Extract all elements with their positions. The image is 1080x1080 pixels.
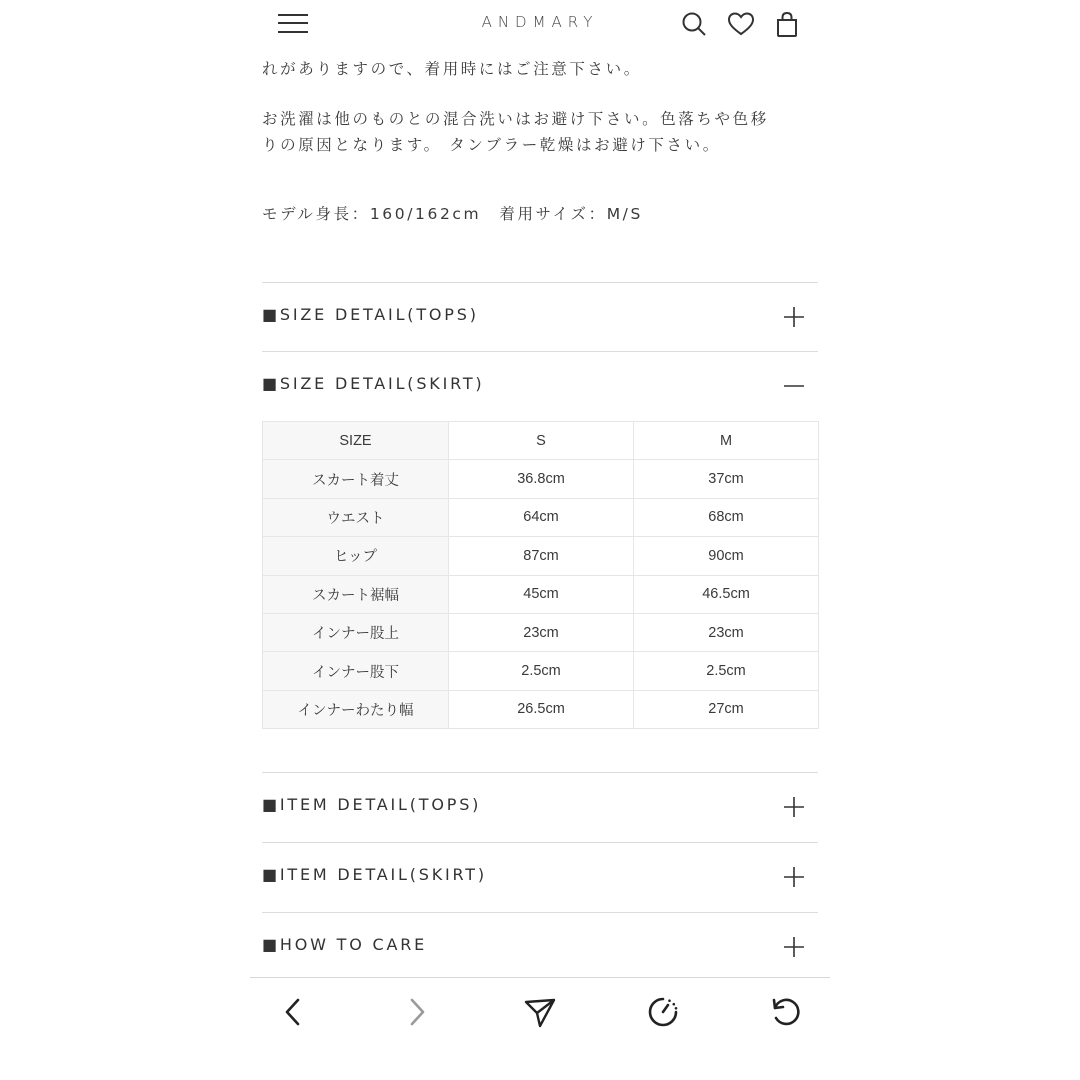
row-label: インナーわたり幅 (263, 690, 449, 728)
accordion-title: ■ITEM DETAIL(TOPS) (262, 795, 482, 814)
row-label: インナー股上 (263, 613, 449, 651)
reload-icon[interactable] (768, 994, 804, 1030)
washing-note-text: お洗濯は他のものとの混合洗いはお避け下さい。色落ちや色移 りの原因となります。 タンブラー乾燥はお避け下さい。 (262, 110, 769, 154)
care-note-text: れがありますので、着用時にはご注意下さい。 (262, 60, 642, 78)
plus-icon[interactable] (782, 935, 806, 959)
table-cell: 45cm (449, 575, 634, 613)
plus-icon[interactable] (782, 795, 806, 819)
table-cell: 23cm (449, 613, 634, 651)
browser-toolbar (250, 977, 830, 1080)
row-label: インナー股下 (263, 652, 449, 690)
site-header (250, 0, 830, 50)
table-header-cell: S (449, 422, 634, 460)
accordion-item-detail-tops[interactable] (262, 772, 818, 842)
accordion-item-detail-skirt[interactable] (262, 842, 818, 912)
timer-icon[interactable] (645, 994, 681, 1030)
share-icon[interactable] (522, 994, 558, 1030)
forward-icon[interactable] (399, 994, 435, 1030)
accordion-title: ■SIZE DETAIL(TOPS) (262, 305, 479, 324)
table-row (263, 460, 819, 498)
row-label: スカート着丈 (263, 460, 449, 498)
table-cell: 46.5cm (634, 575, 819, 613)
table-row (263, 537, 819, 575)
row-label: ウエスト (263, 498, 449, 536)
site-logo[interactable]: ANDMARY (481, 13, 599, 31)
table-header-cell: SIZE (263, 422, 449, 460)
table-header-cell: M (634, 422, 819, 460)
model-info-text: モデル身長：160/162cm 着用サイズ：M/S (262, 205, 643, 223)
table-row (263, 652, 819, 690)
table-row (263, 690, 819, 728)
table-cell: 2.5cm (449, 652, 634, 690)
table-header-row (263, 422, 819, 460)
minus-icon[interactable] (782, 374, 806, 398)
accordion-size-detail-tops[interactable] (262, 282, 818, 352)
size-table (262, 421, 819, 729)
table-cell: 27cm (634, 690, 819, 728)
row-label: ヒップ (263, 537, 449, 575)
table-cell: 87cm (449, 537, 634, 575)
accordion-title: ■ITEM DETAIL(SKIRT) (262, 865, 487, 884)
table-cell: 68cm (634, 498, 819, 536)
plus-icon[interactable] (782, 305, 806, 329)
table-cell: 64cm (449, 498, 634, 536)
accordion-title: ■SIZE DETAIL(SKIRT) (262, 374, 485, 393)
bag-icon[interactable] (773, 10, 801, 38)
row-label: スカート裾幅 (263, 575, 449, 613)
accordion-how-to-care[interactable] (262, 912, 818, 982)
table-cell: 36.8cm (449, 460, 634, 498)
table-row (263, 613, 819, 651)
browser-screen (250, 0, 830, 1080)
search-icon[interactable] (680, 10, 708, 38)
table-row (263, 575, 819, 613)
table-row (263, 498, 819, 536)
accordion-size-detail-skirt[interactable] (262, 351, 818, 421)
table-cell: 23cm (634, 613, 819, 651)
table-cell: 2.5cm (634, 652, 819, 690)
table-cell: 26.5cm (449, 690, 634, 728)
back-icon[interactable] (276, 994, 312, 1030)
plus-icon[interactable] (782, 865, 806, 889)
table-cell: 37cm (634, 460, 819, 498)
table-cell: 90cm (634, 537, 819, 575)
heart-icon[interactable] (727, 10, 755, 38)
accordion-title: ■HOW TO CARE (262, 935, 428, 954)
